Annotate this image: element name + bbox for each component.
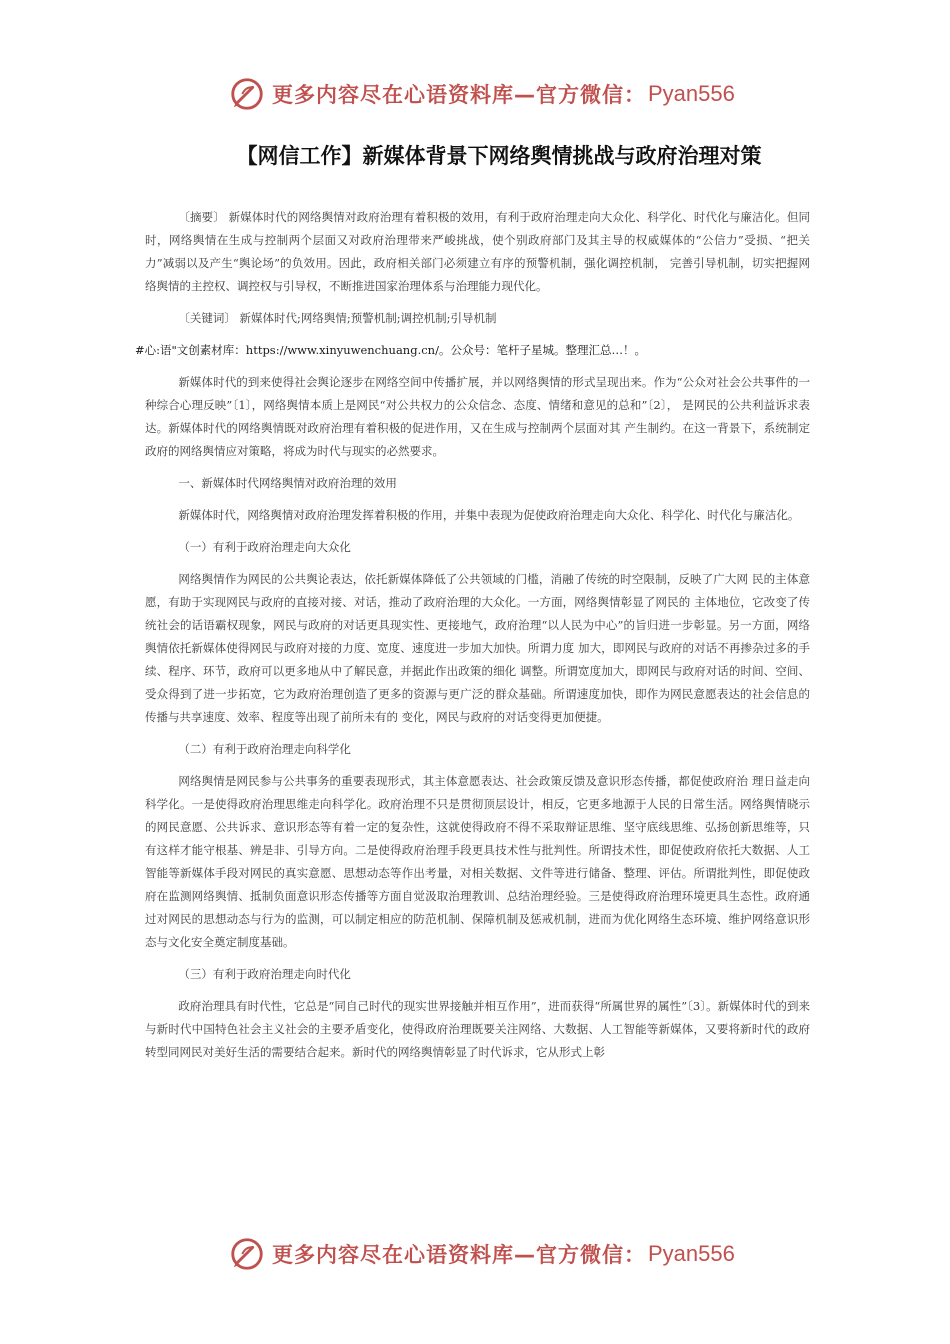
section-heading: （一）有利于政府治理走向大众化 bbox=[178, 540, 351, 554]
banner-wechat-id: Pyan556 bbox=[648, 81, 735, 106]
body-paragraph: 网络舆情作为网民的公共舆论表达，依托新媒体降低了公共领域的门槛，消融了传统的时空限制，反映了广大网 民的主体意愿，有助于实现网民与政府的直接对接、对话，推动了政府治理的大众化。一方面，网络舆情彰显了网民的 主体地位，它改变了传统社会的话语霸权现象，网民与政府的对话更具现实性、更接地气，政府治理“以人民为中心”的旨归进一步彰显。另一方面，网络舆情依托新媒体使得网民与政府对接的力度、宽度、速度进一步加大加快。所谓力度 加大，即网民与政府的对话不再掺杂过多的手续、程序、环节，政府可以更多地从中了解民意，并据此作出政策的细化 调整。所谓宽度加大，即网民与政府对话的时间、空间、受众得到了进一步拓宽，它为政府治理创造了更多的资源与更广泛的群众基础。所谓速度加快，即作为网民意愿表达的社会信息的传播与共享速度、效率、程度等出现了前所未有的 变化，网民与政府的对话变得更加便捷。 bbox=[145, 572, 810, 724]
top-banner bbox=[228, 74, 735, 114]
section-heading: （三）有利于政府治理走向时代化 bbox=[178, 967, 351, 981]
body-paragraph: 〔关键词〕 新媒体时代;网络舆情;预警机制;调控机制;引导机制 bbox=[178, 311, 497, 325]
body-paragraph: 网络舆情是网民参与公共事务的重要表现形式，其主体意愿表达、社会政策反馈及意识形态传播，都促使政府治 理日益走向科学化。一是使得政府治理思维走向科学化。政府治理不只是贯彻顶层设计，相反，它更多地源于人民的日常生活。网络舆情晓示的网民意愿、公共诉求、意识形态等有着一定的复杂性，这就使得政府不得不采取辩证思维、坚守底线思维、弘扬创新思维等，只有这样才能守根基、辨是非、引导方向。二是使得政府治理手段更具技术性与批判性。所谓技术性，即促使政府依托大数据、人工智能等新媒体手段对网民的真实意愿、思想动态等作出考量，对相关数据、文件等进行储备、整理、评估。所谓批判性，即促使政府在监测网络舆情、抵制负面意识形态传播等方面自觉汲取治理教训、总结治理经验。三是使得政府治理环境更具生态性。政府通过对网民的思想动态与行为的监测，可以制定相应的防范机制、保障机制及惩戒机制，进而为优化网络生态环境、维护网络意识形态与文化安全奠定制度基础。 bbox=[145, 774, 810, 949]
body-paragraph: 〔摘要〕 新媒体时代的网络舆情对政府治理有着积极的效用，有利于政府治理走向大众化、科学化、时代化与廉洁化。但同时，网络舆情在生成与控制两个层面又对政府治理带来严峻挑战，使个别政府部门及其主导的权威媒体的“公信力”受损、“把关力”减弱以及产生“舆论场”的负效用。因此，政府相关部门必须建立有序的预警机制，强化调控机制， 完善引导机制，切实把握网络舆情的主控权、调控权与引导权，不断推进国家治理体系与治理能力现代化。 bbox=[145, 210, 810, 293]
banner-text: 更多内容尽在心语资料库—官方微信： bbox=[272, 83, 646, 107]
banner-text: 更多内容尽在心语资料库—官方微信： bbox=[272, 1243, 646, 1267]
banner-wechat-id: Pyan556 bbox=[648, 1241, 735, 1266]
bottom-banner bbox=[228, 1234, 735, 1274]
document-body bbox=[135, 206, 810, 1073]
body-paragraph: 新媒体时代，网络舆情对政府治理发挥着积极的作用，并集中表现为促使政府治理走向大众化、科学化、时代化与廉洁化。 bbox=[178, 508, 800, 522]
section-heading: 一、新媒体时代网络舆情对政府治理的效用 bbox=[178, 476, 397, 490]
section-heading: （二）有利于政府治理走向科学化 bbox=[178, 742, 351, 756]
document-title: 【网信工作】新媒体背景下网络舆情挑战与政府治理对策 bbox=[236, 144, 762, 168]
banner-logo-icon bbox=[228, 1235, 266, 1273]
body-paragraph: 新媒体时代的到来使得社会舆论逐步在网络空间中传播扩展，并以网络舆情的形式呈现出来。作为“公众对社会公共事件的一种综合心理反映”〔1〕，网络舆情本质上是网民“对公共权力的公众信念、态度、情绪和意见的总和”〔2〕， 是网民的公共利益诉求表达。新媒体时代的网络舆情既对政府治理有着积极的促进作用，又在生成与控制两个层面对其 产生制约。在这一背景下，系统制定政府的网络舆情应对策略，将成为时代与现实的必然要求。 bbox=[145, 375, 810, 458]
banner-logo-icon bbox=[228, 75, 266, 113]
source-note: #心:语"文创素材库：https://www.xinyuwenchuang.cn/。公众号：笔杆子星城。整理汇总…！。 bbox=[135, 343, 646, 357]
body-paragraph: 政府治理具有时代性，它总是“同自己时代的现实世界接触并相互作用”，进而获得“所属世界的属性”〔3〕。新媒体时代的到来与新时代中国特色社会主义社会的主要矛盾变化，使得政府治理既要关注网络、大数据、人工智能等新媒体，又要将新时代的政府转型同网民对美好生活的需要结合起来。新时代的网络舆情彰显了时代诉求，它从形式上彰 bbox=[145, 999, 810, 1059]
